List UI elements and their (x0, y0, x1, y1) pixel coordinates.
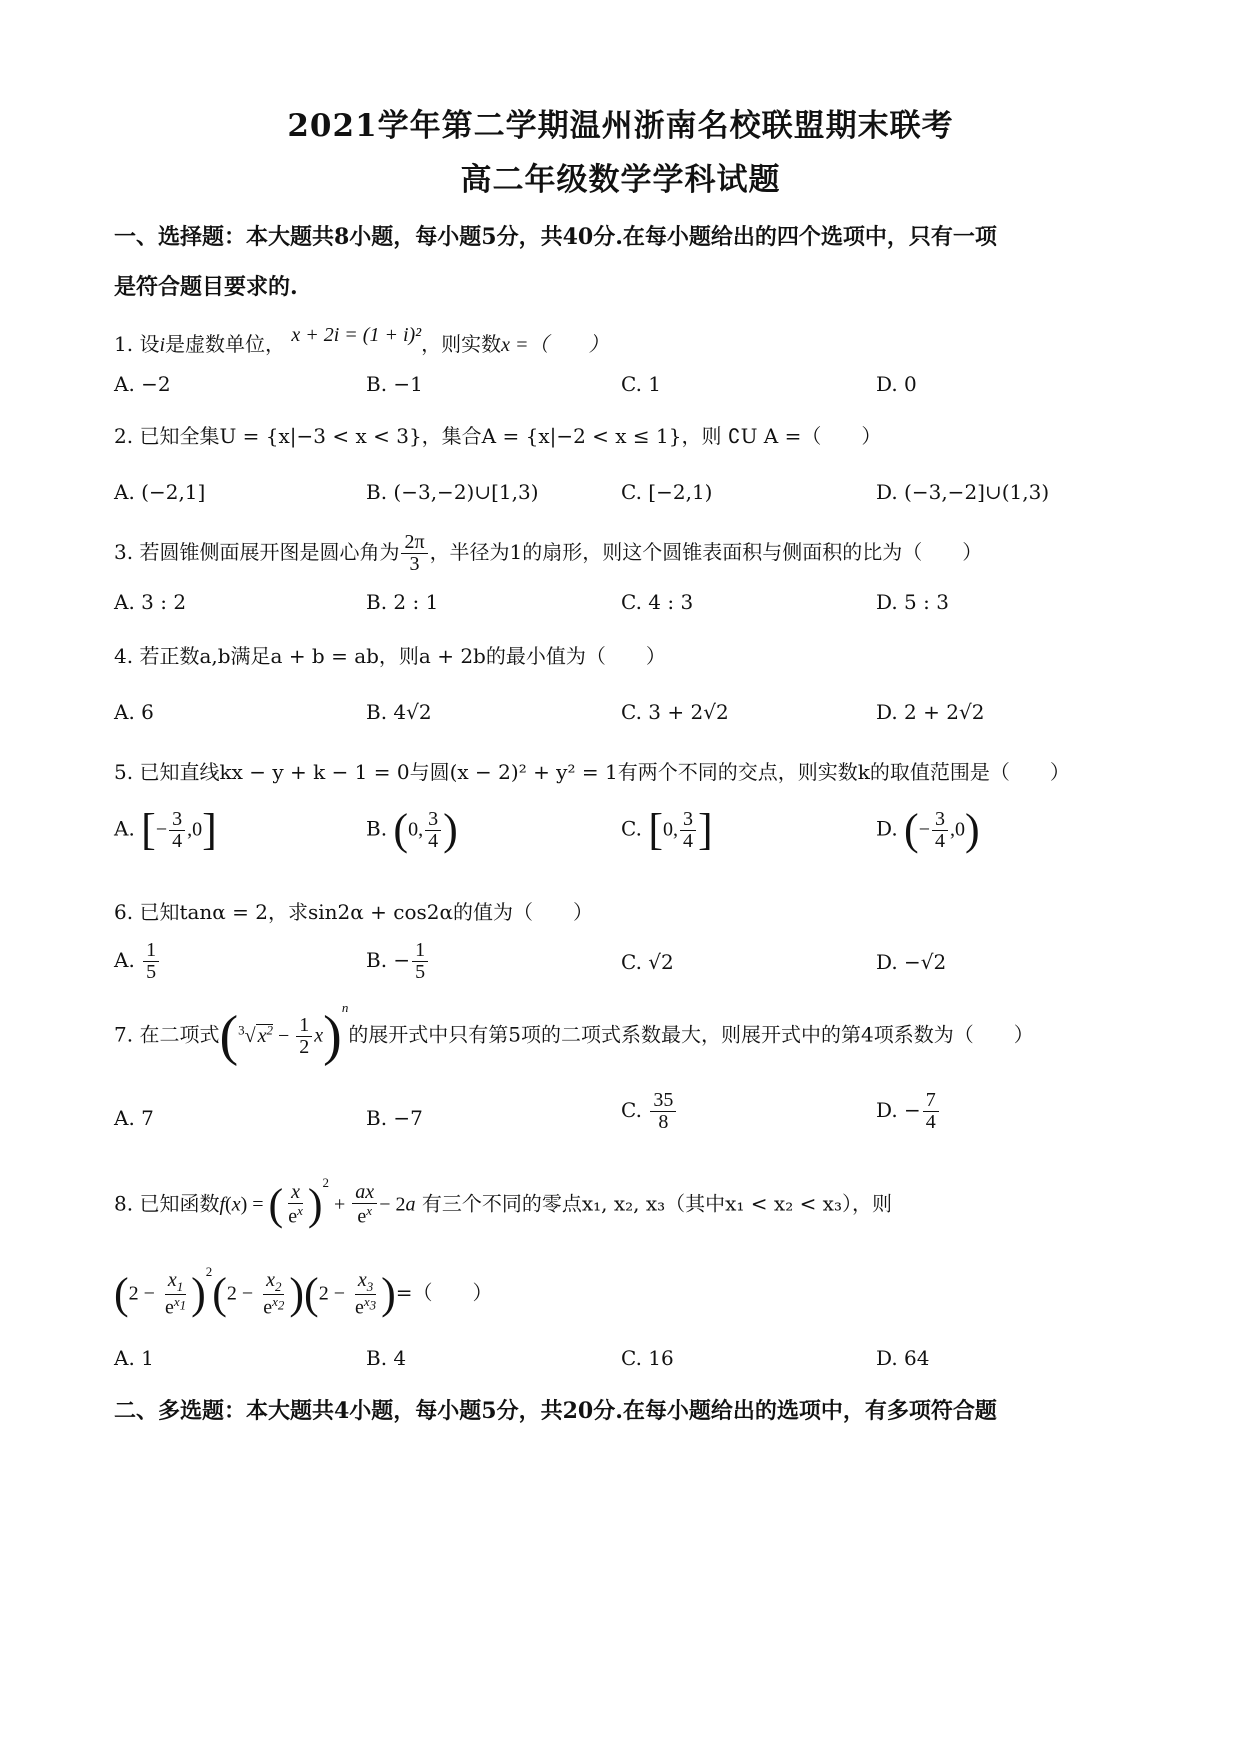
q2-option-a: A. (−2,1] (114, 480, 206, 504)
q6-option-b: B. − $\frac{1}{5}$ (366, 940, 430, 983)
q5-option-b: B. (0, $\frac{3}{4}$ ) (366, 805, 458, 854)
q3-option-b: B. 2 : 1 (366, 590, 439, 614)
question-6: 6. 已知tanα = 2，求sin2α + cos2α的值为（ ） (114, 900, 593, 924)
q3-option-d: D. 5 : 3 (876, 590, 949, 614)
q7-option-c: C. $\frac{35}{8}$ (621, 1090, 678, 1133)
q4-option-a: A. 6 (114, 700, 154, 724)
question-2: 2. 已知全集U = {x|−3 < x < 3}，集合A = {x|−2 < x ≤ 1}，则 ∁U A =（ ） (114, 424, 882, 448)
q1-option-c: C. 1 (621, 372, 662, 396)
q4-option-b: B. 4√2 (366, 700, 432, 724)
q8-option-d: D. 64 (876, 1346, 930, 1370)
question-8-expression: (2 − $\frac{x_1}{e^{x_1}}$ )$^2$(2 − $\frac{x_2}{e^{x_2}}$ )(2 − $\frac{x_3}{e^{x_3}}$ )=（ ） (114, 1263, 493, 1319)
q2-option-d: D. (−3,−2]∪(1,3) (876, 480, 1050, 504)
q2-option-c: C. [−2,1) (621, 480, 713, 504)
q4-option-d: D. 2 + 2√2 (876, 700, 985, 724)
q4-option-c: C. 3 + 2√2 (621, 700, 729, 724)
q6-option-d: D. −√2 (876, 950, 947, 974)
q1-option-d: D. 0 (876, 372, 917, 396)
q5-option-c: C. [0, $\frac{3}{4}$ ] (621, 805, 713, 854)
question-4: 4. 若正数a,b满足a + b = ab，则a + 2b的最小值为（ ） (114, 644, 666, 668)
q7-option-d: D. − $\frac{7}{4}$ (876, 1090, 941, 1133)
q1-option-a: A. −2 (114, 372, 171, 396)
section-1-heading-line1: 一、选择题：本大题共8小题，每小题5分，共40分.在每小题给出的四个选项中，只有一项 (114, 224, 997, 250)
q3-fraction: $\frac{2\pi}{3}$ (401, 532, 427, 575)
q8-option-b: B. 4 (366, 1346, 407, 1370)
q1-option-b: B. −1 (366, 372, 423, 396)
q1-equation: x + 2i = (1 + i)² (291, 324, 422, 346)
q7-option-b: B. −7 (366, 1106, 423, 1130)
question-7: 7. 在二项式($^3$√ $x^2$ − $\frac{1}{2}$ x)$^n$的展开式中只有第5项的二项式系数最大，则展开式中的第4项系数为（ ） (114, 999, 1034, 1067)
section-2-heading: 二、多选题：本大题共4小题，每小题5分，共20分.在每小题给出的选项中，有多项符合题 (114, 1398, 997, 1424)
question-5: 5. 已知直线kx − y + k − 1 = 0与圆(x − 2)² + y² = 1有两个不同的交点，则实数k的取值范围是（ ） (114, 760, 1070, 784)
question-1: 1. 设i是虚数单位， x + 2i = (1 + i)²，则实数x =（ ） (114, 324, 609, 356)
q8-option-a: A. 1 (114, 1346, 154, 1370)
exam-title: 2021学年第二学期温州浙南名校联盟期末联考 (287, 108, 954, 144)
q3-option-c: C. 4 : 3 (621, 590, 694, 614)
exam-subtitle: 高二年级数学学科试题 (460, 162, 781, 198)
q7-option-a: A. 7 (114, 1106, 154, 1130)
question-8: 8. 已知函数f(x) = ( $\frac{x}{e^x}$ )$^2$ + $\frac{ax}{e^x}$ − 2a 有三个不同的零点x₁, x₂, x₃（其中x₁ < x₂ < x₃），则 (114, 1174, 892, 1229)
q3-option-a: A. 3 : 2 (114, 590, 187, 614)
question-3: 3. 若圆锥侧面展开图是圆心角为 $\frac{2\pi}{3}$ ，半径为1的扇形，则这个圆锥表面积与侧面积的比为（ ） (114, 531, 983, 575)
q6-option-c: C. √2 (621, 950, 674, 974)
q6-option-a: A. $\frac{1}{5}$ (114, 940, 161, 983)
q5-option-d: D. (− $\frac{3}{4}$ ,0) (876, 805, 980, 854)
section-1-heading-line2: 是符合题目要求的. (114, 274, 298, 300)
q8-option-c: C. 16 (621, 1346, 674, 1370)
q5-option-a: A. [− $\frac{3}{4}$ ,0] (114, 805, 217, 854)
q2-option-b: B. (−3,−2)∪[1,3) (366, 480, 539, 504)
